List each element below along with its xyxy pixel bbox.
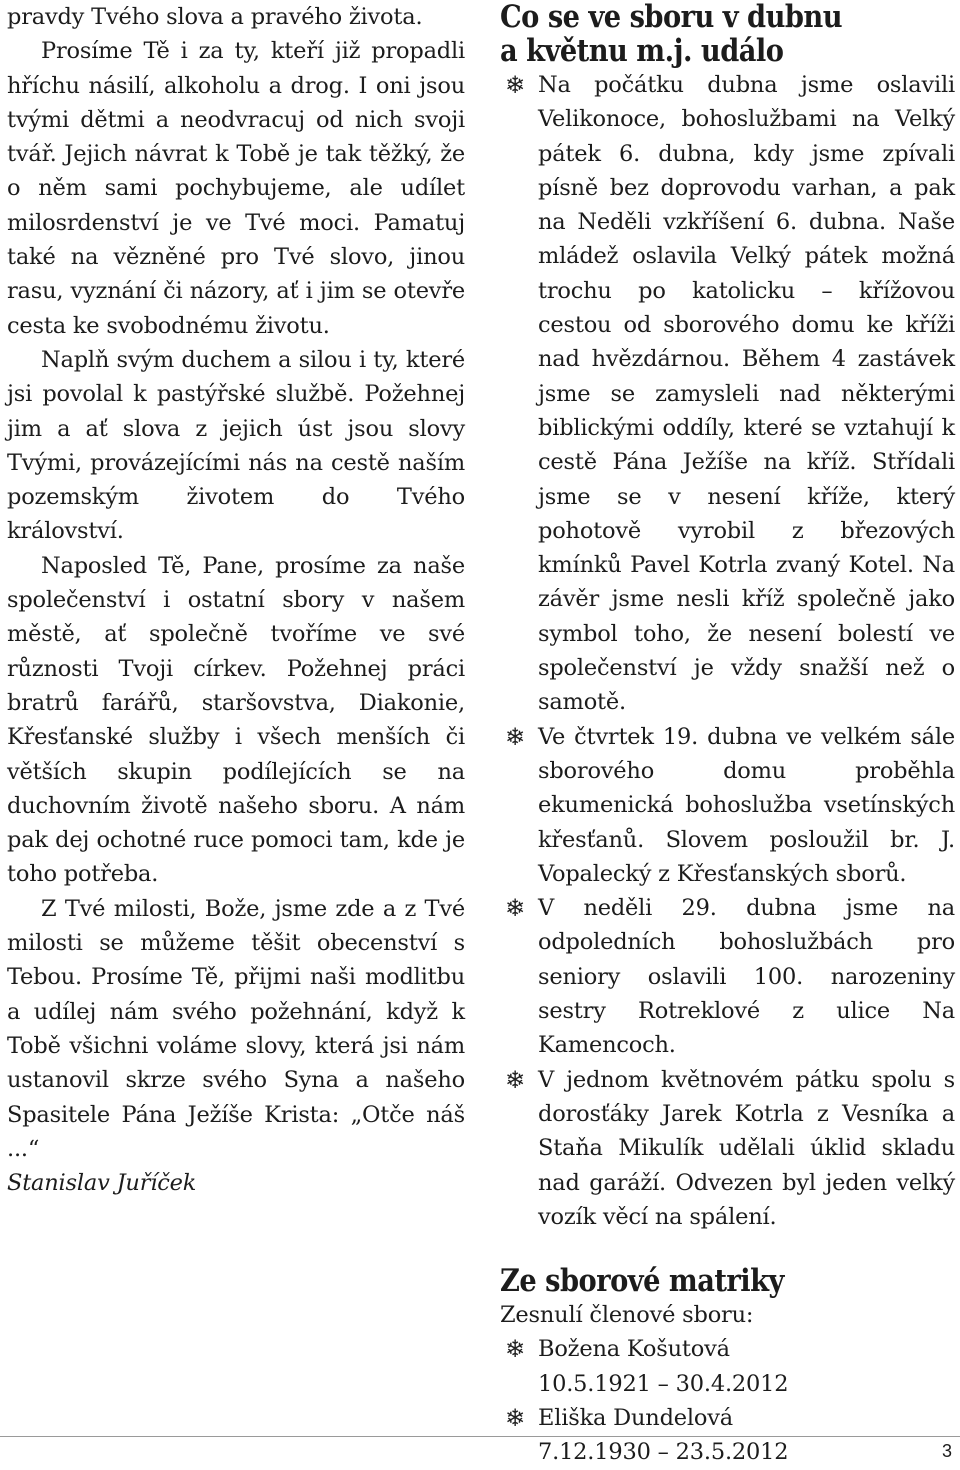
- snowflake-bullet-icon: ❄: [505, 1065, 525, 1094]
- news-item: [500, 68, 955, 720]
- news-item: [500, 720, 955, 891]
- prayer-paragraph-2: Prosíme Tě i za ty, kteří již propadli hříchu násilí, alkoholu a drog. I oni jsou tvými dětmi a neodvracuj od nich svoji tvář. Jejich návrat k Tobě je tak těžký, že o něm sami pochybujeme, ale udílet milosrdenství je ve Tvé moci. Pamatuj také na vězněné pro Tvé slovo, jinou rasu, vyznání či názory, ať i jim se otevře cesta ke svobodnému životu.: [7, 38, 465, 339]
- deceased-name-row: [500, 1332, 955, 1366]
- news-item-text: Ve čtvrtek 19. dubna ve velkém sále sborového domu proběhla ekumenická bohoslužba vsetínských křesťanů. Slovem posloužil br. J. Vopalecký z Křesťanských sborů.: [538, 723, 955, 887]
- prayer-paragraph-4: Naposled Tě, Pane, prosíme za naše společenství i ostatní sbory v našem městě, ať společně tvoříme ve své různosti Tvoji církev. Požehnej práci bratrů farářů, staršovstva, Diakonie, Křesťanské služby i všech menších či větších skupin podílejících se na duchovním životě našeho sboru. A nám pak dej ochotné ruce pomoci tam, kde je toho potřeba.: [7, 552, 465, 888]
- prayer-paragraph-3: Naplň svým duchem a silou i ty, které jsi povolal k pastýřské službě. Požehnej jim a ať slova z jejich úst jsou slovy Tvými, provázejícími nás na cestě naším pozemským životem do Tvého království.: [7, 346, 465, 545]
- news-item-text: V neděli 29. dubna jsme na odpoledních bohoslužbách pro seniory oslavili 100. narozeniny sestry Rotreklové z ulice Na Kamencoch.: [538, 895, 955, 1059]
- news-item: [500, 891, 955, 1062]
- news-item-text: Na počátku dubna jsme oslavili Velikonoce, bohoslužbami na Velký pátek 6. dubna, kdy jsme zpívali písně bez doprovodu varhan, a pak na Neděli vzkříšení 6. dubna. Naše mládež oslavila Velký pátek možná trochu po katolicku – křížovou cestou od sborového domu ke kříži nad hvězdárnou. Během 4 zastávek jsme se zamysleli nad některými biblickými oddíly, které se vztahují k cestě Pána Ježíše na kříž. Střídali jsme se v nesení kříže, který pohotově vyrobil z březových kmínků Pavel Kotrla zvaný Kotel. Na závěr jsme nesli kříž společně jako symbol toho, že nesení bolestí ve společenství je vždy snažší než o samotě.: [538, 72, 955, 716]
- snowflake-bullet-icon: ❄: [505, 1335, 525, 1364]
- news-title-line-2: a květnu m.j. událo: [500, 33, 784, 69]
- page-number: 3: [941, 1441, 952, 1461]
- snowflake-bullet-icon: ❄: [505, 71, 525, 99]
- deceased-dates: 10.5.1921 – 30.4.2012: [538, 1370, 789, 1397]
- news-section-title: [500, 0, 958, 68]
- right-column: [500, 0, 955, 1470]
- prayer-paragraph-1: pravdy Tvého slova a pravého života.: [7, 4, 423, 30]
- news-item-text: V jednom květnovém pátku spolu s dorosťáky Jarek Kotrla z Vesníka a Staňa Mikulík udělali úklid skladu nad garáží. Odvezen byl jeden velký vozík věcí na spálení.: [538, 1066, 955, 1230]
- deceased-name: Božena Košutová: [538, 1336, 730, 1363]
- registry-section-title: Ze sborové matriky: [500, 1263, 784, 1300]
- news-title-line-1: Co se ve sboru v dubnu: [500, 0, 843, 35]
- deceased-name: Eliška Dundelová: [538, 1404, 733, 1431]
- snowflake-bullet-icon: ❄: [505, 894, 525, 923]
- snowflake-bullet-icon: ❄: [505, 1403, 525, 1432]
- news-item: [500, 1063, 955, 1234]
- deceased-dates: 7.12.1930 – 23.5.2012: [538, 1439, 789, 1466]
- left-column: [7, 0, 465, 1200]
- snowflake-bullet-icon: ❄: [505, 722, 525, 751]
- footer-divider: [0, 1436, 960, 1437]
- author-signature: Stanislav Juříček: [7, 1170, 197, 1197]
- registry-intro: Zesnulí členové sboru:: [500, 1302, 754, 1329]
- deceased-name-row: [500, 1401, 955, 1435]
- prayer-paragraph-5: Z Tvé milosti, Bože, jsme zde a z Tvé milosti se můžeme těšit obecenství s Tebou. Prosíme Tě, přijmi naši modlitbu a udílej nám svého požehnání, když k Tobě všichni voláme slovy, která jsi nám ustanovil skrze svého Syna a našeho Spasitele Pána Ježíše Krista: „Otče náš ...“: [7, 895, 465, 1162]
